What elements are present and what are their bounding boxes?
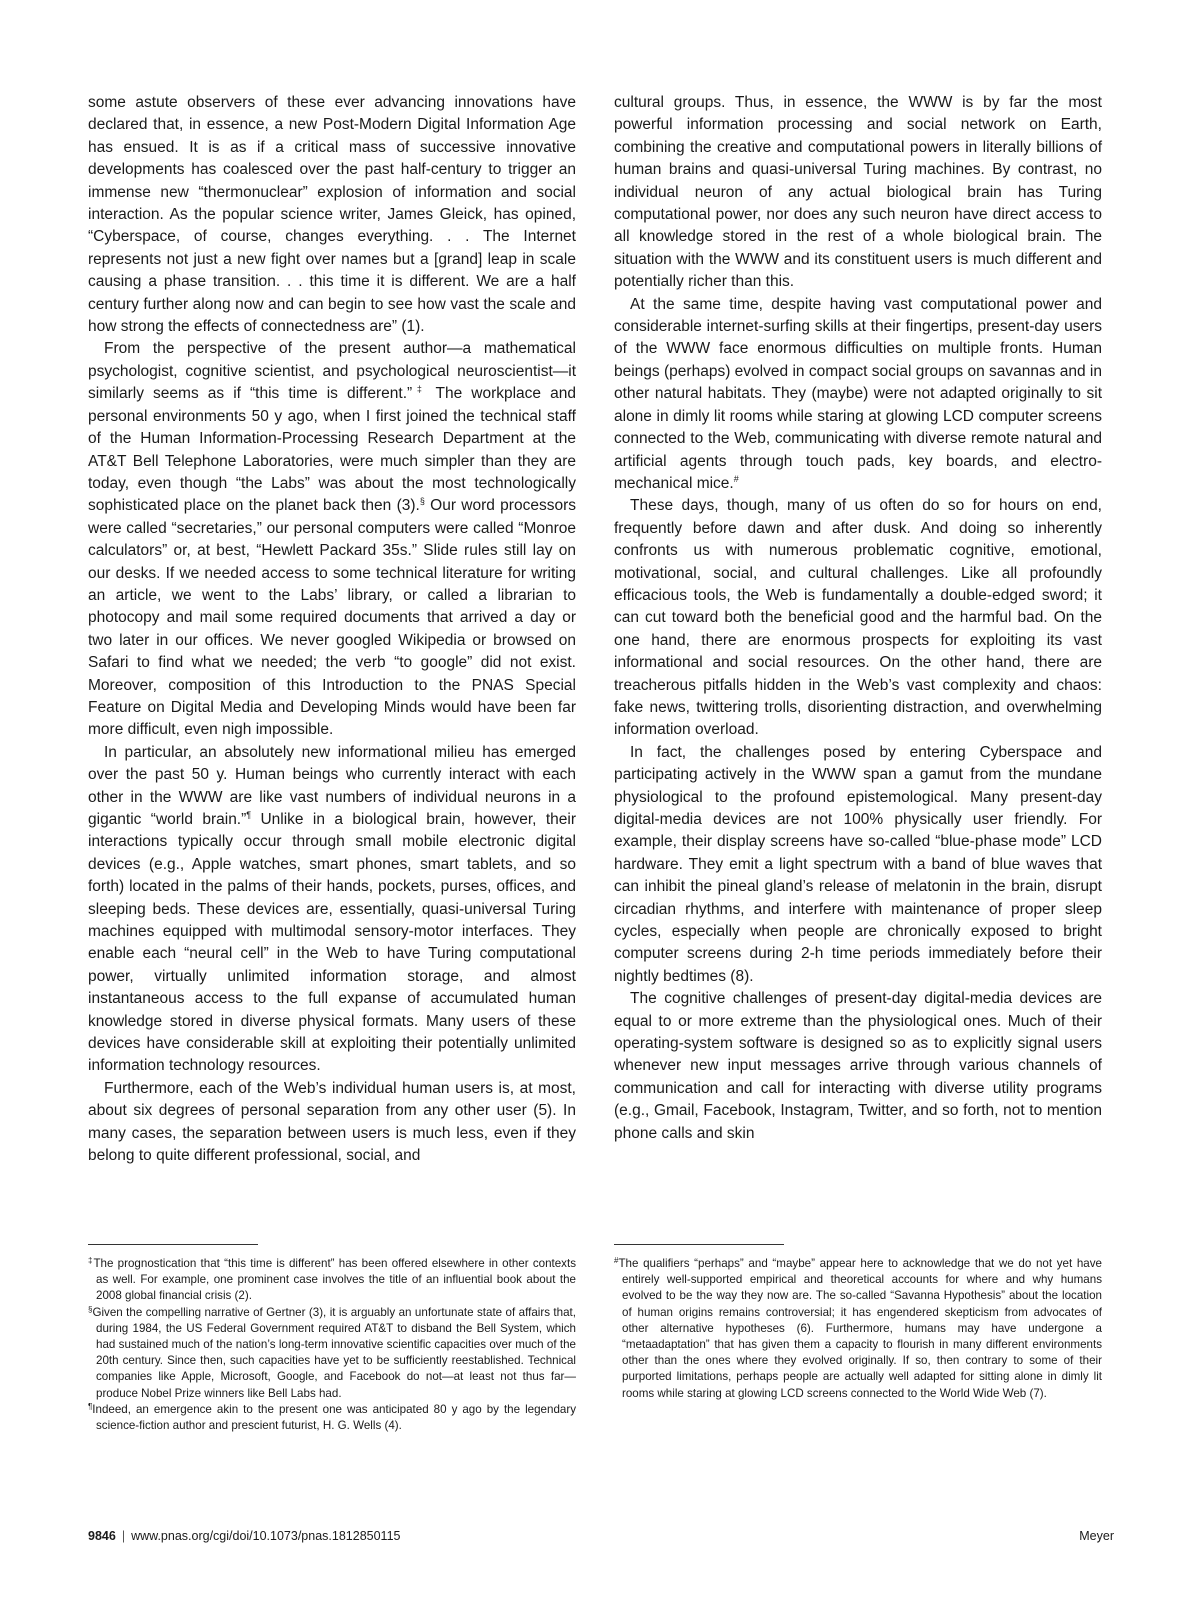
- doi-link[interactable]: www.pnas.org/cgi/doi/10.1073/pnas.1812850115: [131, 1529, 401, 1543]
- right-column: [614, 92, 1102, 1145]
- left-paragraph-3: [88, 742, 576, 1078]
- right-paragraph-2-text: At the same time, despite having vast computational power and considerable internet-surfing skills at their fingertips, present-day users of the WWW face enormous difficulties on multiple fronts. Human beings (perhaps) evolved in compact social groups on savannas and in other natural habitats. They (maybe) were not adapted originally to sit alone in dimly lit rooms while staring at glowing LCD computer screens connected to the Web, communicating with diverse remote natural and artificial agents through touch pads, key boards, and electro-mechanical mice.: [614, 295, 1102, 492]
- left-paragraph-3-text-a: In particular, an absolutely new informational milieu has emerged over the past 50 y. Human beings who currently interact with each other in the WWW are like vast numbers of individual neurons in a gigantic “world brain.”: [88, 743, 576, 828]
- footnote-divider-left: [88, 1244, 258, 1245]
- footer-separator: |: [121, 1529, 126, 1543]
- page-number: 9846: [88, 1529, 116, 1543]
- left-paragraph-4: Furthermore, each of the Web’s individual human users is, at most, about six degrees of personal separation from any other user (5). In many cases, the separation between users is much less, even if they belong to quite different professional, social, and: [88, 1079, 576, 1165]
- footnote-text: Given the compelling narrative of Gertner (3), it is arguably an unfortunate state of affairs that, during 1984, the US Federal Government required AT&T to disband the Bell System, which had sustained much of the nation’s long-term innovative scientific capacities over much of the 20th century. Since then, such capacities have yet to be sufficiently reestablished. Technical companies like Apple, Microsoft, Google, and Facebook do not—at least not thus far—produce Nobel Prize winners like Bell Labs had.: [92, 1305, 576, 1400]
- footnote-marker: ¶: [88, 1401, 93, 1411]
- footnote-section: [88, 1305, 576, 1402]
- footnote-mark-hash[interactable]: #: [733, 473, 739, 484]
- left-paragraph-1: some astute observers of these ever advancing innovations have declared that, in essence, a new Post-Modern Digital Information Age has ensued. It is as if a critical mass of successive innovative developments has coalesced over the past half-century to trigger an immense new “thermonuclear” explosion of information and social interaction. As the popular science writer, James Gleick, has opined, “Cyberspace, of course, changes everything. . . The Internet represents not just a new fight over names but a [grand] leap in scale causing a phase transition. . . this time it is different. We are a half century further along now and can begin to see how vast the scale and how strong the effects of connectedness are” (1).: [88, 94, 576, 336]
- right-paragraph-1: cultural groups. Thus, in essence, the WWW is by far the most powerful information processing and social network on Earth, combining the creative and computational powers in literally billions of human brains and quasi-universal Turing machines. By contrast, no individual neuron of any actual biological brain has Turing computational power, nor does any such neuron have direct access to all knowledge stored in the rest of a whole biological brain. The situation with the WWW and its constituent users is much different and potentially richer than this.: [614, 94, 1102, 291]
- page-footer: [88, 1526, 1114, 1546]
- left-paragraph-2-text-c: Our word processors were called “secretaries,” our personal computers were called “Monroe calculators” or, at best, “Hewlett Packard 35s.” Slide rules still lay on our desks. If we needed access to some technical literature for writing an article, we went to the Labs’ library, or called a librarian to photocopy and mail some required documents that arrived a day or two later in our offices. We never googled Wikipedia or browsed on Safari to find what we needed; the verb “to google” did not exist. Moreover, composition of this Introduction to the PNAS Special Feature on Digital Media and Developing Minds would have been far more difficult, even nigh impossible.: [88, 497, 576, 739]
- footnote-marker: ‡: [88, 1256, 94, 1265]
- footnote-double-dagger: [88, 1256, 576, 1305]
- footnote-divider-right: [614, 1244, 784, 1245]
- right-paragraph-4: In fact, the challenges posed by entering Cyberspace and participating actively in the WWW span a gamut from the mundane physiological to the profound epistemological. Many present-day digital-media devices are not 100% physically user friendly. For example, their display screens have so-called “blue-phase mode” LCD hardware. They emit a light spectrum with a band of blue waves that can inhibit the pineal gland’s release of melatonin in the brain, disrupt circadian rhythms, and interfere with maintenance of proper sleep cycles, especially when people are chronically exposed to bright computer screens during 2-h time periods immediately before their nightly bedtimes (8).: [614, 743, 1102, 985]
- left-paragraph-2-text-b: The workplace and personal environments 50 y ago, when I first joined the technical staff of the Human Information-Processing Research Department at the AT&T Bell Telephone Laboratories, were much simpler than they are today, even though “the Labs” was about the most technologically sophisticated place on the planet back then (3).: [88, 385, 576, 515]
- footnote-text: Indeed, an emergence akin to the present one was anticipated 80 y ago by the legendary science-fiction author and prescient futurist, H. G. Wells (4).: [92, 1402, 576, 1433]
- footer-author: Meyer: [1079, 1529, 1114, 1543]
- footnote-marker: #: [614, 1256, 619, 1265]
- footnotes-left: [88, 1256, 576, 1434]
- footnote-mark-section[interactable]: §: [419, 496, 425, 507]
- right-paragraph-3: These days, though, many of us often do so for hours on end, frequently before dawn and after dusk. And doing so inherently confronts us with numerous problematic cognitive, emotional, motivational, social, and cultural challenges. Like all profoundly efficacious tools, the Web is fundamentally a double-edged sword; it can cut toward both the beneficial good and the harmful bad. On the one hand, there are enormous prospects for exploiting its vast informational and social resources. On the other hand, there are treacherous pitfalls hidden in the Web’s vast complexity and chaos: fake news, twittering trolls, disorienting distraction, and overwhelming information overload.: [614, 497, 1102, 739]
- right-paragraph-2: [614, 294, 1102, 496]
- footnotes-right: [614, 1256, 1102, 1402]
- left-paragraph-2: [88, 338, 576, 741]
- left-column: [88, 92, 576, 1168]
- footnote-mark-pilcrow[interactable]: ¶: [246, 810, 252, 820]
- footnote-hash: [614, 1256, 1102, 1402]
- left-paragraph-3-text-b: Unlike in a biological brain, however, their interactions typically occur through small mobile electronic digital devices (e.g., Apple watches, smart phones, smart tablets, and so forth) located in the palms of their hands, pockets, purses, offices, and sleeping beds. These devices are, essentially, quasi-universal Turing machines equipped with multimodal sensory-motor interfaces. They enable each “neural cell” in the Web to have Turing computational power, virtually unlimited information storage, and almost instantaneous access to the full expanse of accumulated human knowledge stored in diverse physical formats. Many users of these devices have considerable skill at exploiting their potentially unlimited information technology resources.: [88, 811, 576, 1075]
- footnote-mark-double-dagger[interactable]: ‡: [412, 384, 427, 395]
- footnote-text: The prognostication that “this time is different” has been offered elsewhere in other contexts as well. For example, one prominent case involves the title of an influential book about the 2008 global financial crisis (2).: [93, 1257, 576, 1303]
- footnote-marker: §: [88, 1304, 93, 1314]
- left-paragraph-2-text-a: From the perspective of the present author—a mathematical psychologist, cognitive scientist, and psychological neuroscientist—it similarly seems as if “this time is different.”: [88, 340, 576, 403]
- right-paragraph-5: The cognitive challenges of present-day digital-media devices are equal to or more extreme than the physiological ones. Much of their operating-system software is designed so as to explicitly signal users whenever new input messages arrive through various channels of communication and call for interacting with diverse utility programs (e.g., Gmail, Facebook, Instagram, Twitter, and so forth, not to mention phone calls and skin: [614, 990, 1102, 1142]
- footnote-pilcrow: [88, 1402, 576, 1434]
- footnote-text: The qualifiers “perhaps” and “maybe” appear here to acknowledge that we do not yet have entirely well-supported empirical and theoretical accounts for where and why humans evolved to be the way they now are. The so-called “Savanna Hypothesis” about the location of human origins remains controversial; it has engendered skepticism from advocates of other alternative hypotheses (6). Furthermore, humans may have undergone a “metaadaptation” that has given them a capacity to flourish in many different environments other than the ones where they evolved originally. If so, then contrary to some of their purported limitations, perhaps people are actually well adapted for sitting alone in dimly lit rooms while staring at glowing LCD screens connected to the World Wide Web (7).: [618, 1257, 1102, 1400]
